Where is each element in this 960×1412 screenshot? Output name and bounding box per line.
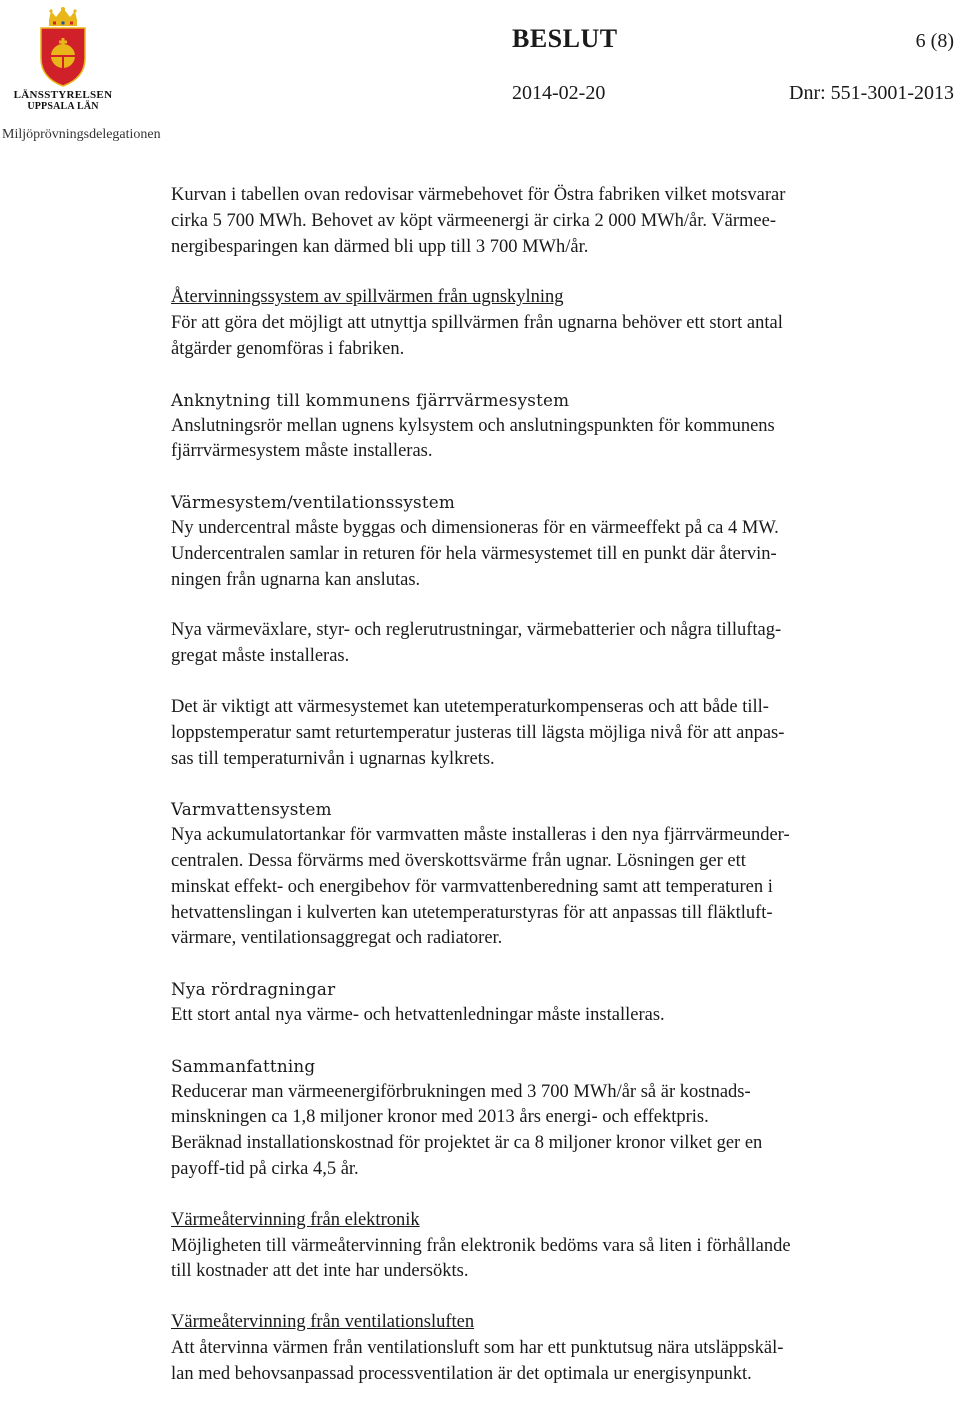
body-line: Det är viktigt att värmesystemet kan utetemperaturkompenseras och att både till- [171, 696, 769, 717]
section-waste-heat-recovery [171, 285, 921, 362]
body-line: ningen från ugnarna kan anslutas. [171, 569, 421, 590]
document-date: 2014-02-20 [512, 82, 606, 104]
body-line: Kurvan i tabellen ovan redovisar värmebehovet för Östra fabriken vilket motsvarar [171, 185, 786, 205]
section-hot-water [171, 797, 921, 952]
body-line: Anslutningsrör mellan ugnens kylsystem och anslutningspunkten för kommunens [171, 415, 775, 436]
section-heat-exchangers [171, 618, 921, 670]
body-line: Nya ackumulatortankar för varmvatten måste installeras i den nya fjärrvärmeunder- [171, 825, 790, 846]
section-heading: Värmeåtervinning från ventilationsluften [171, 1312, 475, 1333]
org-name: LÄNSSTYRELSEN [13, 89, 113, 101]
section-heading: Anknytning till kommunens fjärrvärmesystem [171, 389, 570, 410]
section-ventilation-heat-recovery [171, 1310, 921, 1387]
body-line: Undercentralen samlar in returen för hela värmesystemet till en punkt där återvin- [171, 543, 777, 564]
body-line: sas till temperaturnivån i ugnarnas kylkrets. [171, 748, 495, 769]
body-line: För att göra det möjligt att utnyttja spillvärmen från ugnarna behöver ett stort antal [171, 313, 783, 334]
section-intro [171, 183, 921, 260]
document-reference-number: Dnr: 551-3001-2013 [789, 82, 954, 104]
body-line: Beräknad installationskostnad för projektet är ca 8 miljoner kronor vilket ger en [171, 1133, 763, 1154]
body-line: Ny undercentral måste byggas och dimensioneras för en värmeeffekt på ca 4 MW. [171, 517, 779, 538]
body-line: lan med behovsanpassad processventilation är det optimala ur energisynpunkt. [171, 1363, 752, 1384]
coat-of-arms-icon [31, 6, 95, 88]
section-heading: Värmeåtervinning från elektronik [171, 1209, 420, 1230]
body-line: fjärrvärmesystem måste installeras. [171, 441, 433, 462]
body-line: Att återvinna värmen från ventilationsluft som har ett punktutsug nära utsläppskäl- [171, 1337, 784, 1358]
section-heading: Värmesystem/ventilationssystem [171, 492, 456, 513]
section-heading: Varmvattensystem [171, 799, 332, 820]
section-heading: Sammanfattning [171, 1055, 316, 1076]
body-line: Möjligheten till värmeåtervinning från elektronik bedöms vara så liten i förhållande [171, 1235, 791, 1256]
body-line: payoff-tid på cirka 4,5 år. [171, 1158, 359, 1179]
body-line: värmare, ventilationsaggregat och radiatorer. [171, 928, 503, 949]
document-body [171, 183, 921, 1412]
body-line: Nya värmeväxlare, styr- och reglerutrustningar, värmebatterier och några tilluftag- [171, 620, 782, 641]
section-summary [171, 1054, 921, 1183]
body-line: Reducerar man värmeenergiförbrukningen med 3 700 MWh/år så är kostnads- [171, 1081, 751, 1102]
body-line: loppstemperatur samt returtemperatur justeras till lägsta möjliga nivå för att anpas- [171, 722, 785, 743]
section-district-heating [171, 388, 921, 465]
section-heading: Återvinningssystem av spillvärmen från ugnskylning [171, 287, 564, 308]
section-electronics-heat-recovery [171, 1208, 921, 1285]
document-type: BESLUT [512, 24, 618, 53]
body-line: gregat måste installeras. [171, 646, 350, 667]
body-line: till kostnader att det inte har undersökts. [171, 1261, 469, 1282]
section-heading: Nya rördragningar [171, 979, 336, 1000]
section-heating-ventilation [171, 490, 921, 593]
body-line: minskningen ca 1,8 miljoner kronor med 2013 års energi- och effektpris. [171, 1107, 709, 1128]
county-logo [8, 6, 118, 124]
department-label: Miljöprövningsdelegationen [2, 127, 161, 142]
page-number: 6 (8) [915, 30, 954, 52]
body-line: hetvattenslingan i kulverten kan utetemperaturstyras för att anpassas till fläktluft- [171, 902, 773, 923]
section-new-piping [171, 977, 921, 1029]
body-line: cirka 5 700 MWh. Behovet av köpt värmeenergi är cirka 2 000 MWh/år. Värmee- [171, 210, 776, 231]
crown-icon [49, 7, 77, 26]
body-line: åtgärder genomföras i fabriken. [171, 338, 405, 359]
body-line: Ett stort antal nya värme- och hetvattenledningar måste installeras. [171, 1004, 665, 1025]
org-county: UPPSALA LÄN [27, 101, 99, 112]
body-line: nergibesparingen kan därmed bli upp till 3 700 MWh/år. [171, 236, 589, 257]
body-line: centralen. Dessa förvärms med överskottsvärme från ugnar. Lösningen ger ett [171, 850, 746, 871]
section-temperature-compensation [171, 695, 921, 772]
body-line: minskat effekt- och energibehov för varmvattenberedning samt att temperaturen i [171, 876, 773, 897]
